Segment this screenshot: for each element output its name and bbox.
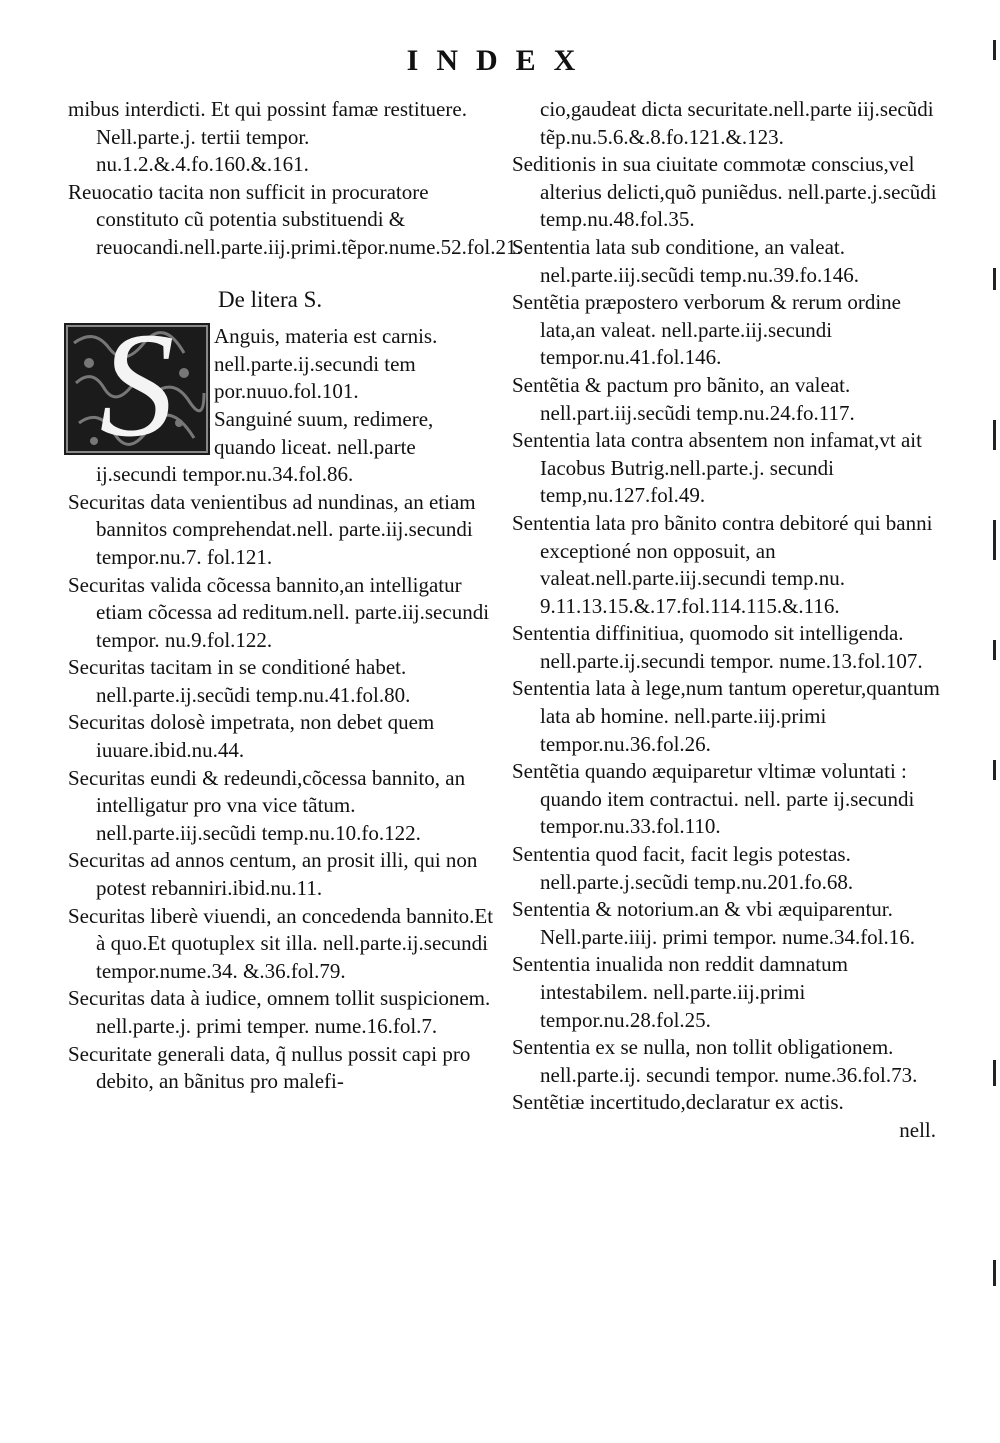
index-entry: Securitas data à iudice, omnem tollit suspicionem. nell.parte.j. primi temper. nume.16.fol.7. [68, 986, 496, 1038]
index-entry: Securitas data venientibus ad nundinas, an etiam bannitos comprehendat.nell. parte.iij.secundi tempor.nu.7. fol.121. [68, 489, 481, 569]
index-entry: Sententia lata contra absentem non infamat,vt ait Iacobus Butrig.nell.parte.j. secundi temp,nu.127.fol.49. [512, 428, 928, 508]
decorated-initial-block [68, 323, 506, 489]
edge-mark [993, 1260, 996, 1286]
index-entry: Reuocatio tacita non sufficit in procuratore constituto cũ potentia substituendi & reuocandi.nell.parte.iij.primi.tẽpor.nume.52.fol.21. [68, 179, 522, 259]
index-entry: Sententia lata à lege,num tantum operetur,quantum lata ab homine. nell.parte.iij.primi tempor.nu.36.fol.26. [512, 676, 946, 756]
index-entry: Securitas ad annos centum, an prosit illi, qui non potest rebanniri.ibid.nu.11. [68, 848, 483, 901]
edge-mark [993, 640, 996, 660]
index-entry: Securitas dolosè impetrata, non debet quem iuuare.ibid.nu.44. [68, 710, 440, 763]
decorated-initial [64, 323, 210, 455]
edge-mark [993, 760, 996, 780]
index-entry: Securitas eundi & redeundi,cõcessa bannito, an intelligatur pro vna vice tãtum. nell.parte.iij.secũdi temp.nu.10.fo.122. [68, 765, 471, 845]
index-entry: Sententia inualida non reddit damnatum intestabilem. nell.parte.iij.primi tempor.nu.28.fol.25. [512, 952, 854, 1032]
index-entry: Sentẽtiæ incertitudo,declaratur ex actis. [512, 1090, 844, 1115]
edge-mark [993, 268, 996, 290]
entry-line: por.nuuo.fol.101. [214, 379, 359, 404]
edge-mark [993, 420, 996, 450]
index-entry: mibus interdicti. Et qui possint famæ restituere. Nell.parte.j. tertii tempor. nu.1.2.&.4.fo.160.&.161. [68, 97, 473, 177]
edge-mark [993, 40, 996, 60]
index-entry: Seditionis in sua ciuitate commotæ conscius,vel alterius delicti,quõ puniẽdus. nell.parte.j.secũdi temp.nu.48.fol.35. [512, 152, 942, 232]
entry-line: nell.parte.ij.secundi tem [214, 351, 416, 376]
index-entry: Sentẽtia & pactum pro bãnito, an valeat. nell.part.iij.secũdi temp.nu.24.fo.117. [512, 372, 856, 425]
entry-line: Anguis, materia est carnis. [214, 324, 438, 349]
right-column [512, 96, 944, 1145]
entry-line: quando liceat. nell.parte [214, 434, 416, 459]
entry-line: ij.secundi tempor.nu.34.fol.86. [96, 462, 354, 487]
catchword: nell. [899, 1117, 936, 1142]
entry-line: Sanguiné suum, redimere, [214, 406, 434, 431]
index-entry: Sententia quod facit, facit legis potestas. nell.parte.j.secũdi temp.nu.201.fo.68. [512, 842, 857, 894]
index-entry: Securitate generali data, q̃ nullus possit capi pro debito, an bãnitus pro malefi- [68, 1041, 476, 1094]
index-entry: Securitas valida cõcessa bannito,an intelligatur etiam cõcessa ad reditum.nell. parte.iij.secundi tempor. nu.9.fol.122. [68, 572, 495, 652]
index-entry: Sententia lata pro bãnito contra debitoré qui banni exceptioné non opposuit, an valeat.nell.parte.iij.secundi temp.nu. 9.11.13.15.&.17.fol.114.115.&.116. [512, 510, 938, 618]
index-entry: Sententia & notorium.an & vbi æquiparentur. Nell.parte.iiij. primi tempor. nume.34.fol.16. [512, 897, 916, 949]
index-entry: Securitas tacitam in se conditioné habet. nell.parte.ij.secũdi temp.nu.41.fol.80. [68, 655, 412, 707]
page-header-title: INDEX [406, 44, 594, 77]
left-column [68, 96, 522, 1096]
index-entry: Sententia ex se nulla, non tollit obligationem. nell.parte.ij. secundi tempor. nume.36.fol.73. [512, 1035, 918, 1087]
section-heading: De litera S. [218, 286, 323, 312]
initial-letter: S [99, 323, 175, 456]
index-entry: Sententia diffinitiua, quomodo sit intelligenda. nell.parte.ij.secundi tempor. nume.13.fol.107. [512, 621, 923, 673]
index-entry: Sententia lata sub conditione, an valeat. nel.parte.iij.secũdi temp.nu.39.fo.146. [512, 234, 860, 287]
index-entry: Sentẽtia quando æquiparetur vltimæ voluntati : quando item contractui. nell. parte ij.secundi tempor.nu.33.fol.110. [512, 759, 920, 839]
edge-mark [993, 520, 996, 560]
index-entry: Sentẽtia præpostero verborum & rerum ordine lata,an valeat. nell.parte.iij.secundi tempor.nu.41.fol.146. [512, 290, 907, 370]
index-entry: Securitas liberè viuendi, an concedenda bannito.Et à quo.Et quotuplex sit illa. nell.parte.ij.secundi tempor.nume.34. &.36.fol.79. [68, 903, 499, 983]
page-edge-marks [993, 0, 1000, 1443]
index-entry-continued: cio,gaudeat dicta securitate.nell.parte iij.secũdi tẽp.nu.5.6.&.8.fo.121.&.123. [540, 97, 939, 149]
edge-mark [993, 1060, 996, 1086]
